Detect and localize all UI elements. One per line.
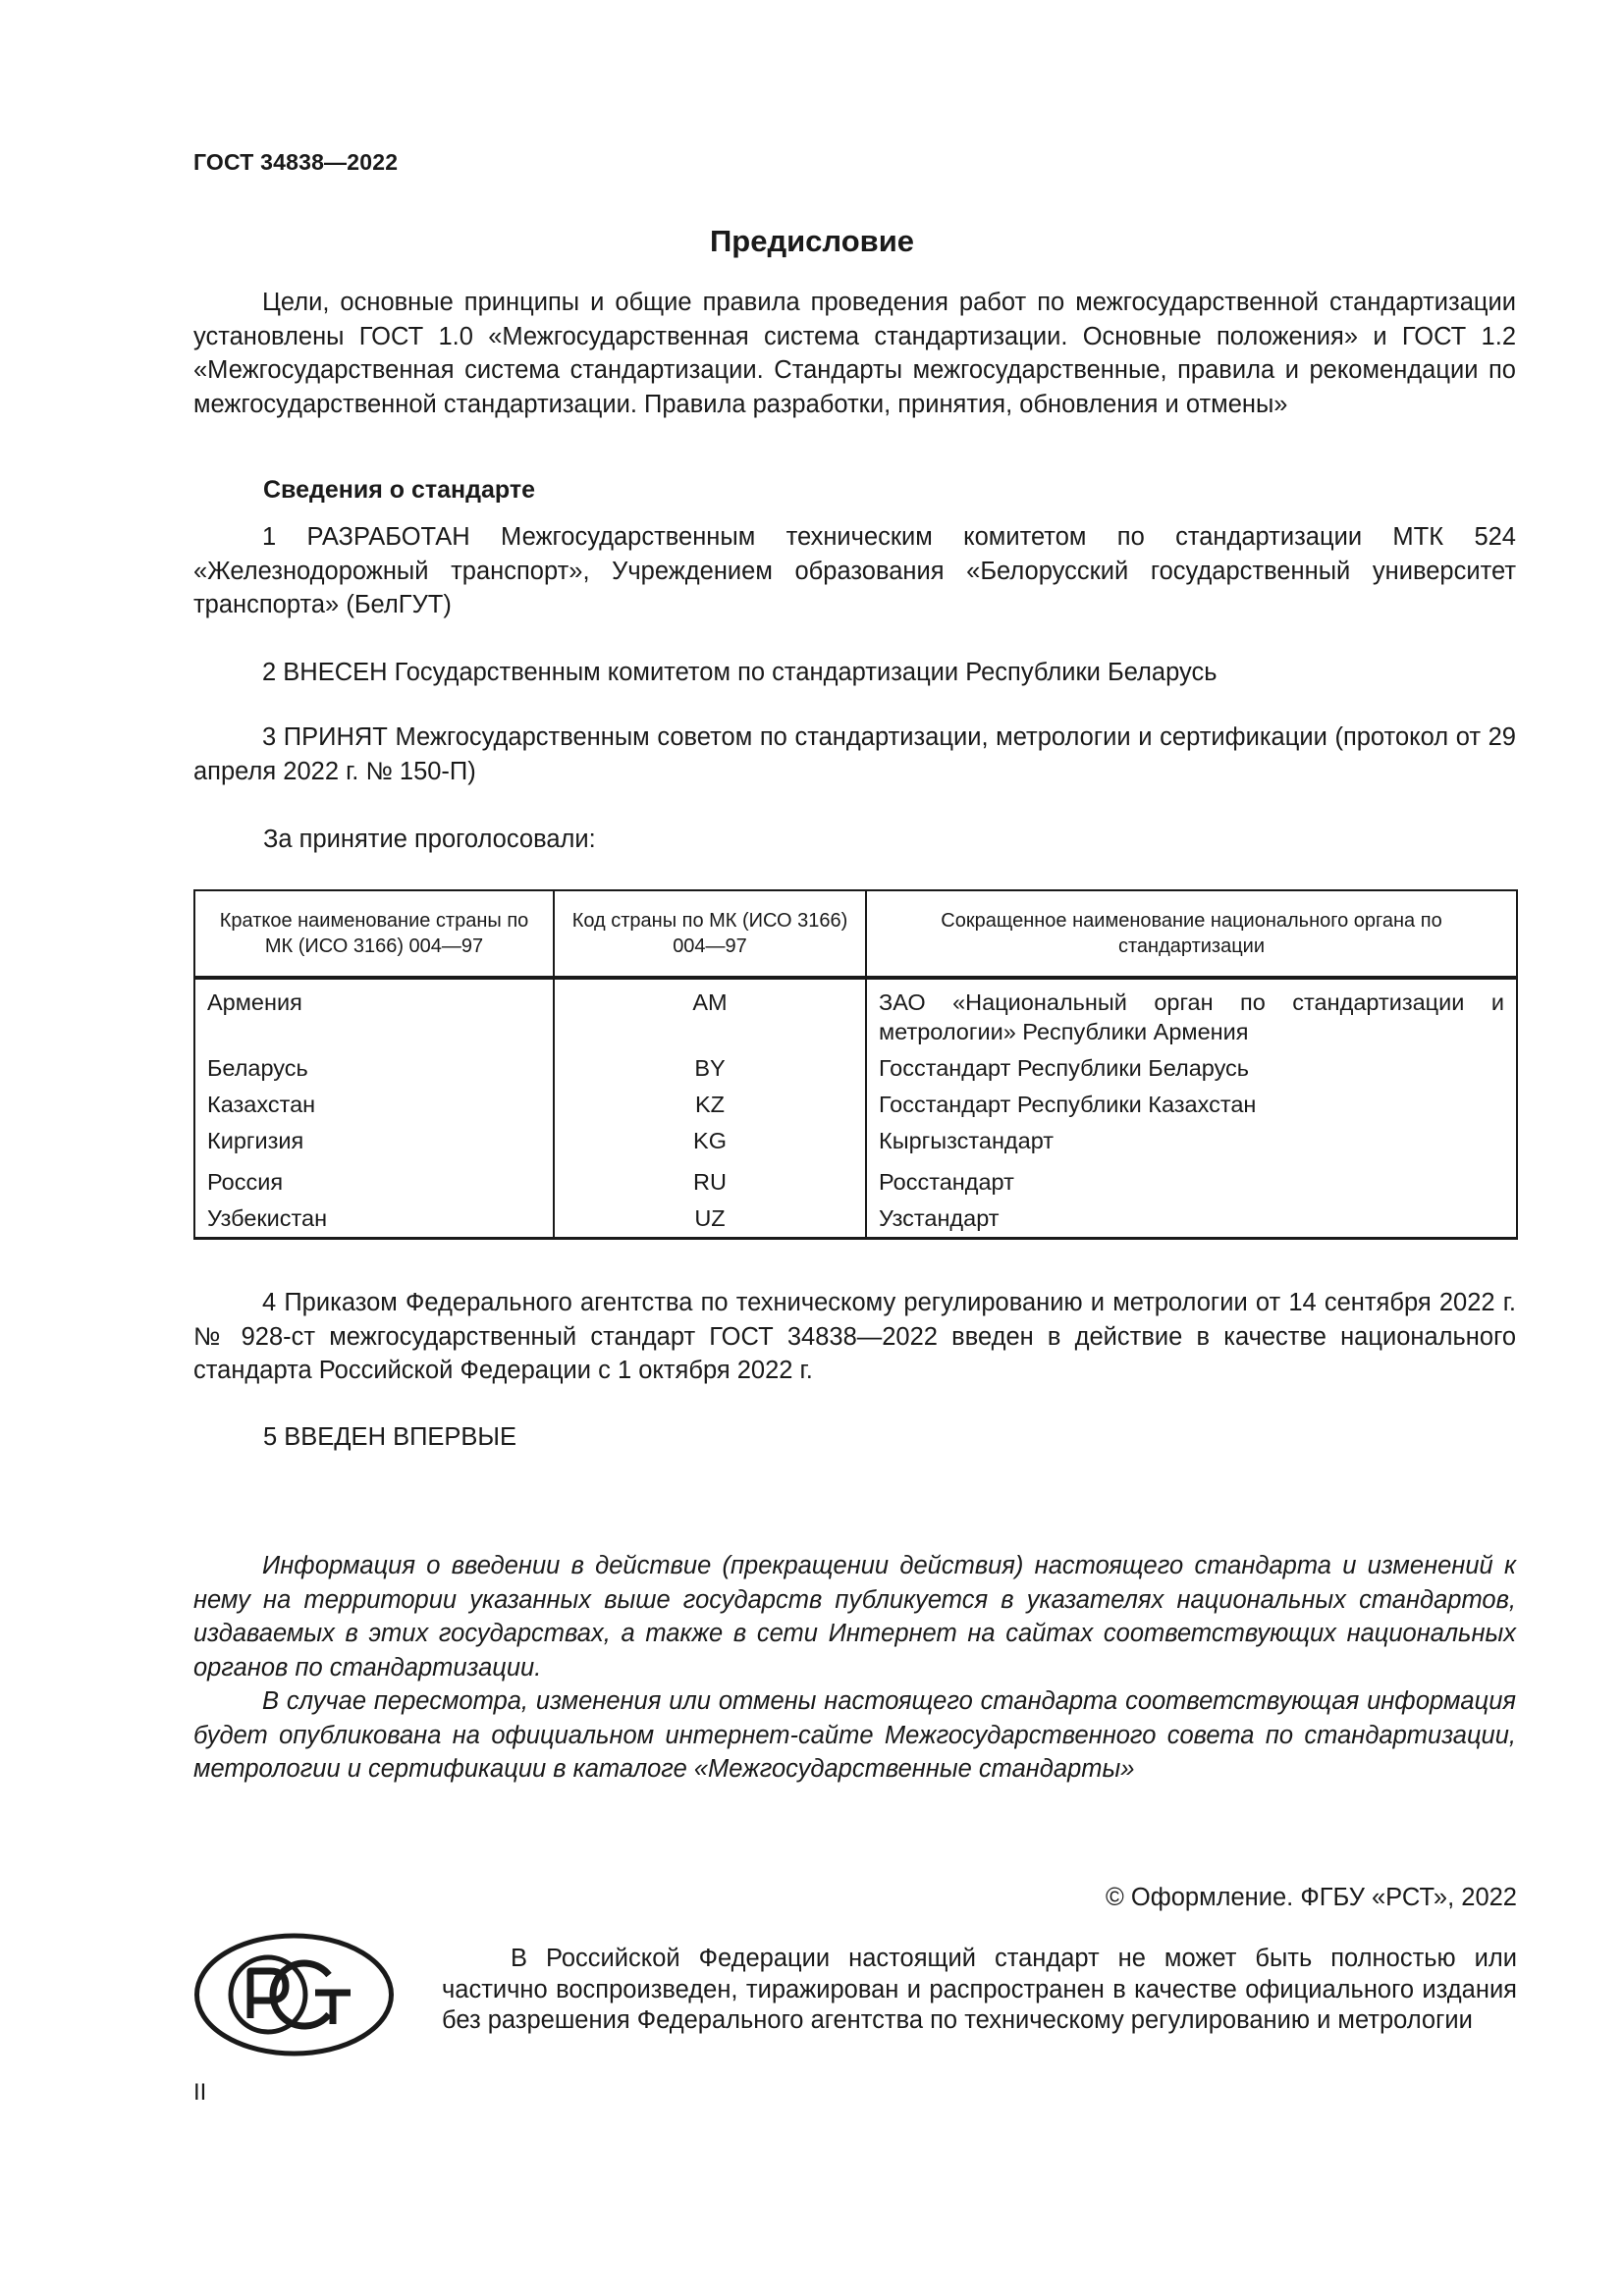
org-cell: Узстандарт <box>866 1201 1517 1239</box>
voted-label: За принятие проголосовали: <box>263 826 596 853</box>
table-row <box>194 1087 1517 1123</box>
org-cell: Госстандарт Республики Казахстан <box>866 1087 1517 1123</box>
code-cell: KZ <box>554 1087 866 1123</box>
standard-info-heading: Сведения о стандарте <box>263 476 536 504</box>
org-cell: Кыргызстандарт <box>866 1123 1517 1164</box>
code-cell: RU <box>554 1164 866 1201</box>
page-title: Предисловие <box>709 224 914 258</box>
item-introduced: 2 ВНЕСЕН Государственным комитетом по стандартизации Республики Беларусь <box>262 659 1218 686</box>
org-cell: ЗАО «Национальный орган по стандартизации и метрологии» Республики Армения <box>866 978 1517 1050</box>
item-order: 4 Приказом Федерального агентства по техническому регулированию и метрологии от 14 сентября 2022 г. № 928-ст межгосударственный стандарт ГОСТ 34838—2022 введен в действие в качестве национального стандарта Российской Федерации с 1 октября 2022 г. <box>193 1289 1516 1384</box>
rights-notice: В Российской Федерации настоящий стандарт не может быть полностью или частично воспроизведен, тиражирован и распространен в качестве официального издания без разрешения Федерального агентства по техническому регулированию и метрологии <box>442 1945 1517 2034</box>
intro-paragraph: Цели, основные принципы и общие правила проведения работ по межгосударственной стандартизации установлены ГОСТ 1.0 «Межгосударственная система стандартизации. Основные положения» и ГОСТ 1.2 «Межгосударственная система стандартизации. Стандарты межгосударственные, правила и рекомендации по межгосударственной стандартизации. Правила разработки, принятия, обновления и отмены» <box>193 289 1516 418</box>
country-cell: Казахстан <box>194 1087 554 1123</box>
table-row <box>194 1050 1517 1087</box>
country-cell: Узбекистан <box>194 1201 554 1239</box>
table-row <box>194 1201 1517 1239</box>
table-row <box>194 1123 1517 1164</box>
country-cell: Киргизия <box>194 1123 554 1164</box>
country-cell: Беларусь <box>194 1050 554 1087</box>
column-header-country: Краткое наименование страны по МК (ИСО 3166) 004—97 <box>194 890 554 978</box>
org-cell: Росстандарт <box>866 1164 1517 1201</box>
revision-notice-paragraph: В случае пересмотра, изменения или отмены настоящего стандарта соответствующая информация будет опубликована на официальном интернет-сайте Межгосударственного совета по стандартизации, метрологии и сертификации в каталоге «Межгосударственные стандарты» <box>193 1687 1516 1783</box>
document-number: ГОСТ 34838—2022 <box>193 149 399 175</box>
table-header-row <box>194 890 1517 978</box>
copyright-line: © Оформление. ФГБУ «РСТ», 2022 <box>1106 1884 1517 1911</box>
org-cell: Госстандарт Республики Беларусь <box>866 1050 1517 1087</box>
item-adopted: 3 ПРИНЯТ Межгосударственным советом по стандартизации, метрологии и сертификации (протокол от 29 апреля 2022 г. № 150-П) <box>193 723 1516 785</box>
notice-paragraph: Информация о введении в действие (прекращении действия) настоящего стандарта и изменений к нему на территории указанных выше государств публикуется в указателях национальных стандартов, издаваемых в этих государствах, а также в сети Интернет на сайтах соответствующих национальных органов по стандартизации. <box>193 1552 1516 1682</box>
column-header-code: Код страны по МК (ИСО 3166) 004—97 <box>554 890 866 978</box>
code-cell: BY <box>554 1050 866 1087</box>
voting-table <box>193 889 1518 1240</box>
rst-logo <box>193 1932 395 2057</box>
code-cell: KG <box>554 1123 866 1164</box>
item-developed: 1 РАЗРАБОТАН Межгосударственным техническим комитетом по стандартизации МТК 524 «Железнодорожный транспорт», Учреждением образования «Белорусский государственный университет транспорта» (БелГУТ) <box>193 523 1516 618</box>
table-row <box>194 978 1517 1050</box>
code-cell: AM <box>554 978 866 1050</box>
column-header-org: Сокращенное наименование национального органа по стандартизации <box>866 890 1517 978</box>
country-cell: Россия <box>194 1164 554 1201</box>
code-cell: UZ <box>554 1201 866 1239</box>
country-cell: Армения <box>194 978 554 1050</box>
page-number: II <box>193 2079 207 2106</box>
table-row <box>194 1164 1517 1201</box>
item-first-introduced: 5 ВВЕДЕН ВПЕРВЫЕ <box>263 1423 517 1451</box>
